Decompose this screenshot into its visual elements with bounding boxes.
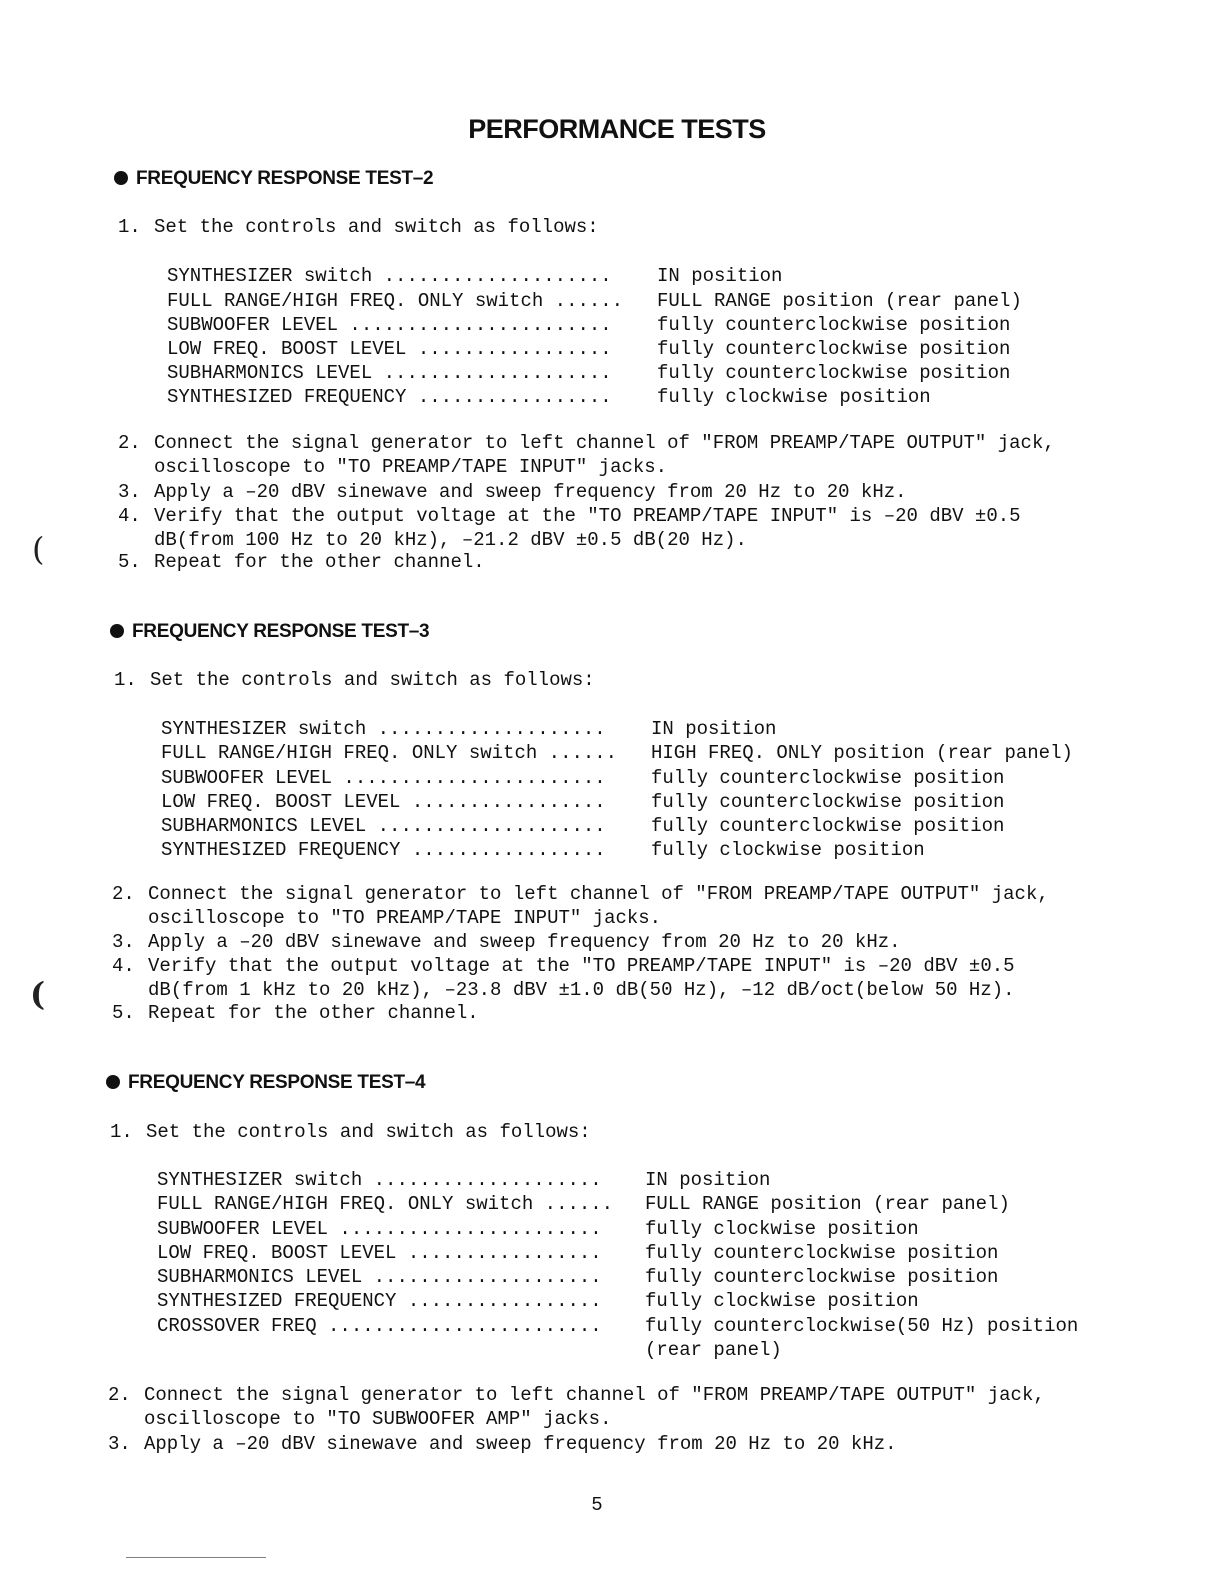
setting-value: fully counterclockwise(50 Hz) position <box>645 1315 1079 1337</box>
setting-control: SUBHARMONICS LEVEL .................... <box>157 1266 602 1288</box>
step-text: Set the controls and switch as follows: <box>146 1121 591 1143</box>
setting-control: SYNTHESIZED FREQUENCY ................. <box>157 1290 602 1312</box>
step-text: Apply a –20 dBV sinewave and sweep frequency from 20 Hz to 20 kHz. <box>154 481 907 503</box>
step-text: Set the controls and switch as follows: <box>150 669 595 691</box>
step-4: 4. Verify that the output voltage at the "TO PREAMP/TAPE INPUT" is –20 dBV ±0.5 <box>112 955 1015 977</box>
setting-value: fully counterclockwise position <box>645 1266 999 1288</box>
step-3: 3. Apply a –20 dBV sinewave and sweep frequency from 20 Hz to 20 kHz. <box>108 1433 897 1455</box>
setting-value: fully counterclockwise position <box>657 338 1011 360</box>
footer-rule <box>126 1557 266 1558</box>
section-heading-test-3 <box>110 621 429 643</box>
step-text: Connect the signal generator to left channel of "FROM PREAMP/TAPE OUTPUT" jack, <box>148 883 1049 905</box>
margin-mark: ( <box>30 975 46 1013</box>
setting-control: SYNTHESIZER switch .................... <box>161 718 606 740</box>
setting-value: fully counterclockwise position <box>651 815 1005 837</box>
step-2-cont: oscilloscope to "TO SUBWOOFER AMP" jacks. <box>144 1408 612 1430</box>
setting-control: SUBHARMONICS LEVEL .................... <box>161 815 606 837</box>
setting-control: SUBWOOFER LEVEL ....................... <box>161 767 606 789</box>
step-text: Connect the signal generator to left channel of "FROM PREAMP/TAPE OUTPUT" jack, <box>154 432 1055 454</box>
margin-mark: ( <box>32 530 45 568</box>
step-2-cont: oscilloscope to "TO PREAMP/TAPE INPUT" jacks. <box>154 456 668 478</box>
step-5: 5. Repeat for the other channel. <box>118 551 485 573</box>
setting-row <box>157 1265 999 1289</box>
setting-control: SUBWOOFER LEVEL ....................... <box>157 1218 602 1240</box>
setting-row <box>161 790 1005 814</box>
step-1: 1. Set the controls and switch as follows: <box>110 1121 591 1143</box>
bullet-icon <box>114 171 128 185</box>
setting-row <box>157 1192 1010 1216</box>
step-text: Repeat for the other channel. <box>154 551 485 573</box>
step-text: Apply a –20 dBV sinewave and sweep frequency from 20 Hz to 20 kHz. <box>148 931 901 953</box>
setting-control: SYNTHESIZER switch .................... <box>167 265 612 287</box>
setting-control: SYNTHESIZED FREQUENCY ................. <box>167 386 612 408</box>
step-3: 3. Apply a –20 dBV sinewave and sweep frequency from 20 Hz to 20 kHz. <box>118 481 907 503</box>
setting-row <box>167 361 1011 385</box>
setting-value: FULL RANGE position (rear panel) <box>657 290 1022 312</box>
setting-control: SYNTHESIZED FREQUENCY ................. <box>161 839 606 861</box>
step-1: 1. Set the controls and switch as follows: <box>114 669 595 691</box>
setting-row <box>167 289 1022 313</box>
setting-value: fully counterclockwise position <box>657 314 1011 336</box>
setting-control: FULL RANGE/HIGH FREQ. ONLY switch ...... <box>161 742 618 764</box>
setting-row <box>167 337 1011 361</box>
step-text: Connect the signal generator to left channel of "FROM PREAMP/TAPE OUTPUT" jack, <box>144 1384 1045 1406</box>
setting-value: HIGH FREQ. ONLY position (rear panel) <box>651 742 1073 764</box>
step-text: Verify that the output voltage at the "TO PREAMP/TAPE INPUT" is –20 dBV ±0.5 <box>148 955 1015 977</box>
setting-value: fully counterclockwise position <box>657 362 1011 384</box>
step-3: 3. Apply a –20 dBV sinewave and sweep frequency from 20 Hz to 20 kHz. <box>112 931 901 953</box>
setting-control: SYNTHESIZER switch .................... <box>157 1169 602 1191</box>
setting-control: FULL RANGE/HIGH FREQ. ONLY switch ...... <box>167 290 624 312</box>
setting-value: fully counterclockwise position <box>645 1242 999 1264</box>
step-2: 2. Connect the signal generator to left channel of "FROM PREAMP/TAPE OUTPUT" jack, <box>108 1384 1045 1406</box>
setting-control: LOW FREQ. BOOST LEVEL ................. <box>161 791 606 813</box>
setting-row <box>167 385 931 409</box>
setting-row <box>161 814 1005 838</box>
setting-row <box>167 264 783 288</box>
setting-value: FULL RANGE position (rear panel) <box>645 1193 1010 1215</box>
bullet-icon <box>106 1075 120 1089</box>
setting-row <box>157 1217 919 1241</box>
setting-control: FULL RANGE/HIGH FREQ. ONLY switch ...... <box>157 1193 614 1215</box>
step-4-cont: dB(from 1 kHz to 20 kHz), –23.8 dBV ±1.0 dB(50 Hz), –12 dB/oct(below 50 Hz). <box>148 979 1015 1001</box>
setting-value: fully clockwise position <box>657 386 931 408</box>
page-title: PERFORMANCE TESTS <box>468 114 766 144</box>
setting-value: fully counterclockwise position <box>651 791 1005 813</box>
setting-value: IN position <box>645 1169 771 1191</box>
section-heading-text: FREQUENCY RESPONSE TEST–4 <box>128 1072 426 1093</box>
section-heading-text: FREQUENCY RESPONSE TEST–3 <box>132 621 430 642</box>
setting-row <box>161 741 1073 765</box>
step-text: Set the controls and switch as follows: <box>154 216 599 238</box>
setting-control: SUBWOOFER LEVEL ....................... <box>167 314 612 336</box>
step-5: 5. Repeat for the other channel. <box>112 1002 479 1024</box>
step-4: 4. Verify that the output voltage at the "TO PREAMP/TAPE INPUT" is –20 dBV ±0.5 <box>118 505 1021 527</box>
setting-value: IN position <box>657 265 783 287</box>
step-text: Verify that the output voltage at the "TO PREAMP/TAPE INPUT" is –20 dBV ±0.5 <box>154 505 1021 527</box>
step-2: 2. Connect the signal generator to left channel of "FROM PREAMP/TAPE OUTPUT" jack, <box>112 883 1049 905</box>
section-heading-test-2 <box>114 168 433 190</box>
setting-value: fully clockwise position <box>645 1290 919 1312</box>
step-text: Repeat for the other channel. <box>148 1002 479 1024</box>
bullet-icon <box>110 624 124 638</box>
setting-value-cont: (rear panel) <box>645 1339 782 1361</box>
setting-row <box>157 1289 919 1313</box>
setting-control: LOW FREQ. BOOST LEVEL ................. <box>157 1242 602 1264</box>
section-heading-text: FREQUENCY RESPONSE TEST–2 <box>136 168 434 189</box>
step-2-cont: oscilloscope to "TO PREAMP/TAPE INPUT" jacks. <box>148 907 662 929</box>
setting-control: LOW FREQ. BOOST LEVEL ................. <box>167 338 612 360</box>
page-number: 5 <box>591 1494 603 1516</box>
setting-row <box>167 313 1011 337</box>
setting-row <box>161 838 925 862</box>
step-4-cont: dB(from 100 Hz to 20 kHz), –21.2 dBV ±0.5 dB(20 Hz). <box>154 529 747 551</box>
setting-row <box>157 1241 999 1265</box>
setting-control: CROSSOVER FREQ ........................ <box>157 1315 602 1337</box>
setting-row <box>157 1168 771 1192</box>
step-text: Apply a –20 dBV sinewave and sweep frequency from 20 Hz to 20 kHz. <box>144 1433 897 1455</box>
setting-row <box>157 1314 1079 1338</box>
setting-value: fully clockwise position <box>645 1218 919 1240</box>
setting-row <box>161 766 1005 790</box>
setting-value: IN position <box>651 718 777 740</box>
setting-value: fully clockwise position <box>651 839 925 861</box>
step-2: 2. Connect the signal generator to left channel of "FROM PREAMP/TAPE OUTPUT" jack, <box>118 432 1055 454</box>
setting-row <box>161 717 777 741</box>
section-heading-test-4 <box>106 1072 425 1094</box>
setting-control: SUBHARMONICS LEVEL .................... <box>167 362 612 384</box>
step-1: 1. Set the controls and switch as follows: <box>118 216 599 238</box>
setting-value: fully counterclockwise position <box>651 767 1005 789</box>
